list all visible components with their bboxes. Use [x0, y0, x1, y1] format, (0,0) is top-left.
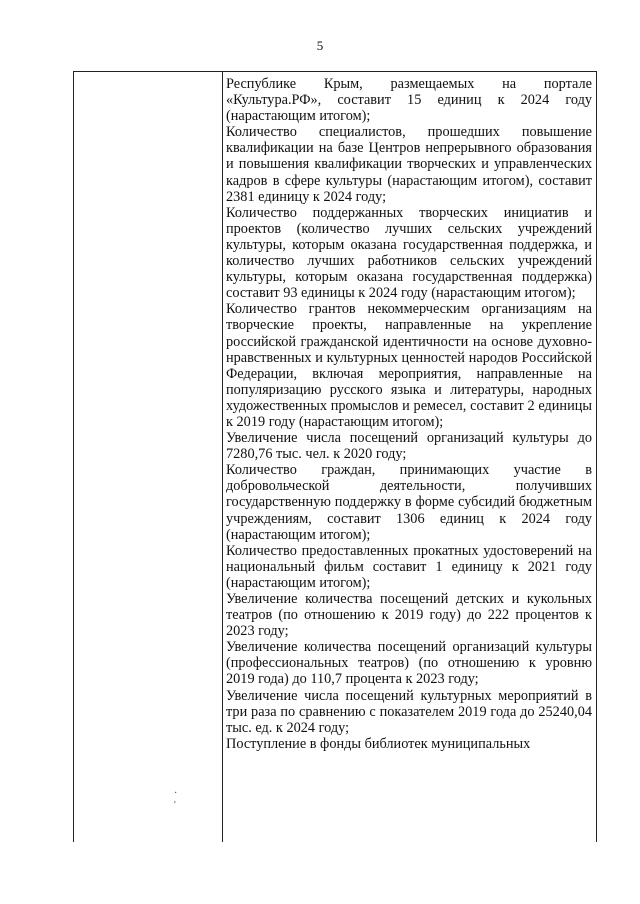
- paragraph: Увеличение числа посещений организаций культуры до 7280,76 тыс. чел. к 2020 году;: [226, 430, 592, 463]
- table-cell-right: [226, 76, 592, 752]
- paragraph: Увеличение числа посещений культурных мероприятий в три раза по сравнению с показателем 2019 года до 25240,04 тыс. ед. к 2024 году;: [226, 687, 592, 736]
- paragraph: Количество грантов некоммерческим организациям на творческие проекты, направленные на укрепление российской гражданской идентичности на основе духовно-нравственных и культурных ценностей народов Российской Федерации, включая мероприятия, направленные на популяризацию русского языка и литературы, народных художественных промыслов и ремесел, составит 2 единицы к 2019 году (нарастающим итогом);: [226, 301, 592, 430]
- content-table: [73, 71, 597, 842]
- paragraph: Увеличение количества посещений детских и кукольных театров (по отношению к 2019 году) до 222 процентов к 2023 году;: [226, 591, 592, 640]
- column-divider: [222, 72, 223, 842]
- paragraph: Увеличение количества посещений организаций культуры (профессиональных театров) (по отношению к уровню 2019 года) до 110,7 процента к 2023 году;: [226, 639, 592, 688]
- page-number: 5: [316, 38, 324, 53]
- paragraph: Республике Крым, размещаемых на портале «Культура.РФ», составит 15 единиц к 2024 году (нарастающим итогом);: [226, 76, 592, 125]
- table-cell-left: [74, 72, 222, 842]
- scan-mark: ': [174, 800, 176, 811]
- scan-mark: ·: [174, 788, 178, 799]
- paragraph: Количество предоставленных прокатных удостоверений на национальный фильм составит 1 единицу к 2021 году (нарастающим итогом);: [226, 542, 592, 591]
- paragraph: Количество граждан, принимающих участие в добровольческой деятельности, получивших государственную поддержку в форме субсидий бюджетным учреждениям, составит 1306 единиц к 2024 году (нарастающим итогом);: [226, 462, 592, 543]
- paragraph: Поступление в фонды библиотек муниципальных: [226, 735, 531, 752]
- paragraph: Количество специалистов, прошедших повышение квалификации на базе Центров непрерывного образования и повышения квалификации творческих и управленческих кадров в сфере культуры (нарастающим итогом), составит 2381 единицу к 2024 году;: [226, 124, 592, 205]
- paragraph: Количество поддержанных творческих инициатив и проектов (количество лучших сельских учреждений культуры, которым оказана государственная поддержка, и количество лучших работников сельских учреждений культуры, которым оказана государственная поддержка) составит 93 единицы к 2024 году (нарастающим итогом);: [226, 204, 592, 302]
